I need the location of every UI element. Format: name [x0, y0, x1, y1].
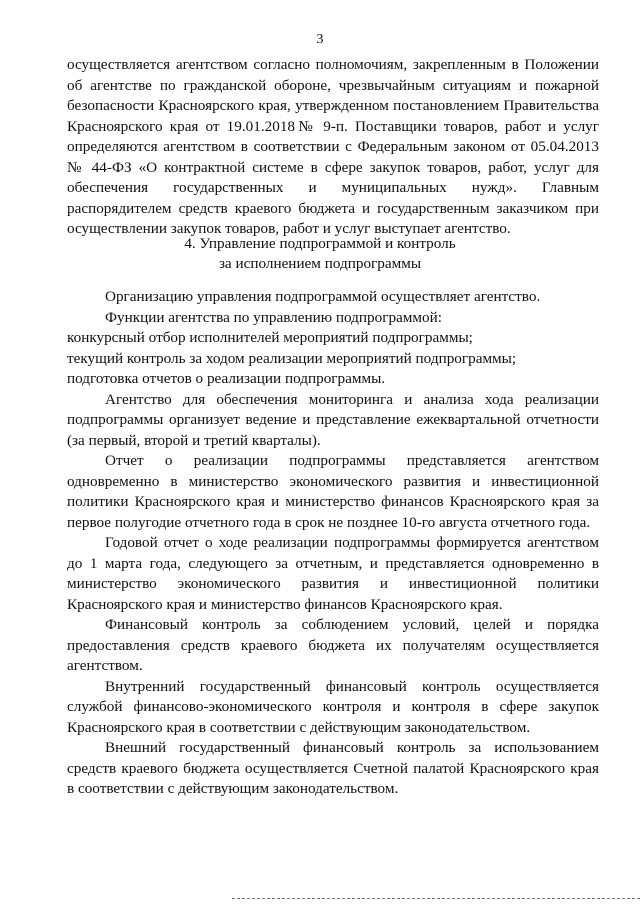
- section-heading-line-1: 4. Управление подпрограммой и контроль: [184, 235, 456, 252]
- section-heading: [0, 234, 640, 274]
- list-item-current-control: текущий контроль за ходом реализации мероприятий подпрограммы;: [67, 349, 517, 367]
- top-text-block: [67, 55, 599, 240]
- paragraph-financial-control: Финансовый контроль за соблюдением условий, целей и порядка предоставления средств краевого бюджета их получателям осуществляется агентством.: [67, 616, 599, 674]
- paragraph-functions-intro: Функции агентства по управлению подпрограммой:: [105, 308, 442, 326]
- scan-edge-line: [232, 898, 640, 899]
- paragraph-monitoring: Агентство для обеспечения мониторинга и анализа хода реализации подпрограммы организует ведение и представление ежеквартальной отчетности (за первый, второй и третий кварталы).: [67, 390, 599, 449]
- list-item-reports: подготовка отчетов о реализации подпрограммы.: [67, 370, 386, 387]
- section-body: [67, 287, 599, 800]
- paragraph-annual-report: Годовой отчет о ходе реализации подпрограммы формируется агентством до 1 марта года, следующего за отчетным, и представляется одновременно в министерство экономического развития и инвестиционной политики Красноярского края и министерство финансов Красноярского края.: [67, 534, 599, 613]
- paragraph-internal-control: Внутренний государственный финансовый контроль осуществляется службой финансово-экономического контроля и контроля в сфере закупок Красноярского края в соответствии с действующим законодательством.: [67, 677, 599, 736]
- paragraph-external-control: Внешний государственный финансовый контроль за использованием средств краевого бюджета осуществляется Счетной палатой Красноярского края в соответствии с действующим законодательством.: [67, 739, 599, 797]
- paragraph-management: Организацию управления подпрограммой осуществляет агентство.: [105, 288, 541, 305]
- list-item-selection: конкурсный отбор исполнителей мероприятий подпрограммы;: [67, 329, 473, 346]
- top-paragraph: осуществляется агентством согласно полномочиям, закрепленным в Положении об агентстве по гражданской обороне, чрезвычайным ситуациям и пожарной безопасности Красноярского края, утвержденном постановлением Правительства Красноярского края от 19.01.2018№ 9-п. Поставщики товаров, работ и услуг определяются агентством в соответствии с Федеральным законом от 05.04.2013 № 44-ФЗ «О контрактной системе в сфере закупок товаров, работ, услуг для обеспечения государственных и муниципальных нужд». Главным распорядителем средств краевого бюджета и государственным заказчиком при осуществлении закупок товаров, работ и услуг выступает агентство.: [67, 56, 599, 237]
- section-heading-line-2: за исполнением подпрограммы: [218, 255, 422, 272]
- page-number: 3: [316, 32, 324, 47]
- paragraph-half-year-report: Отчет о реализации подпрограммы представляется агентством одновременно в министерство экономического развития и инвестиционной политики Красноярского края и министерство финансов Красноярского края за первое полугодие отчетного года в срок не позднее 10-го августа отчетного года.: [67, 452, 599, 531]
